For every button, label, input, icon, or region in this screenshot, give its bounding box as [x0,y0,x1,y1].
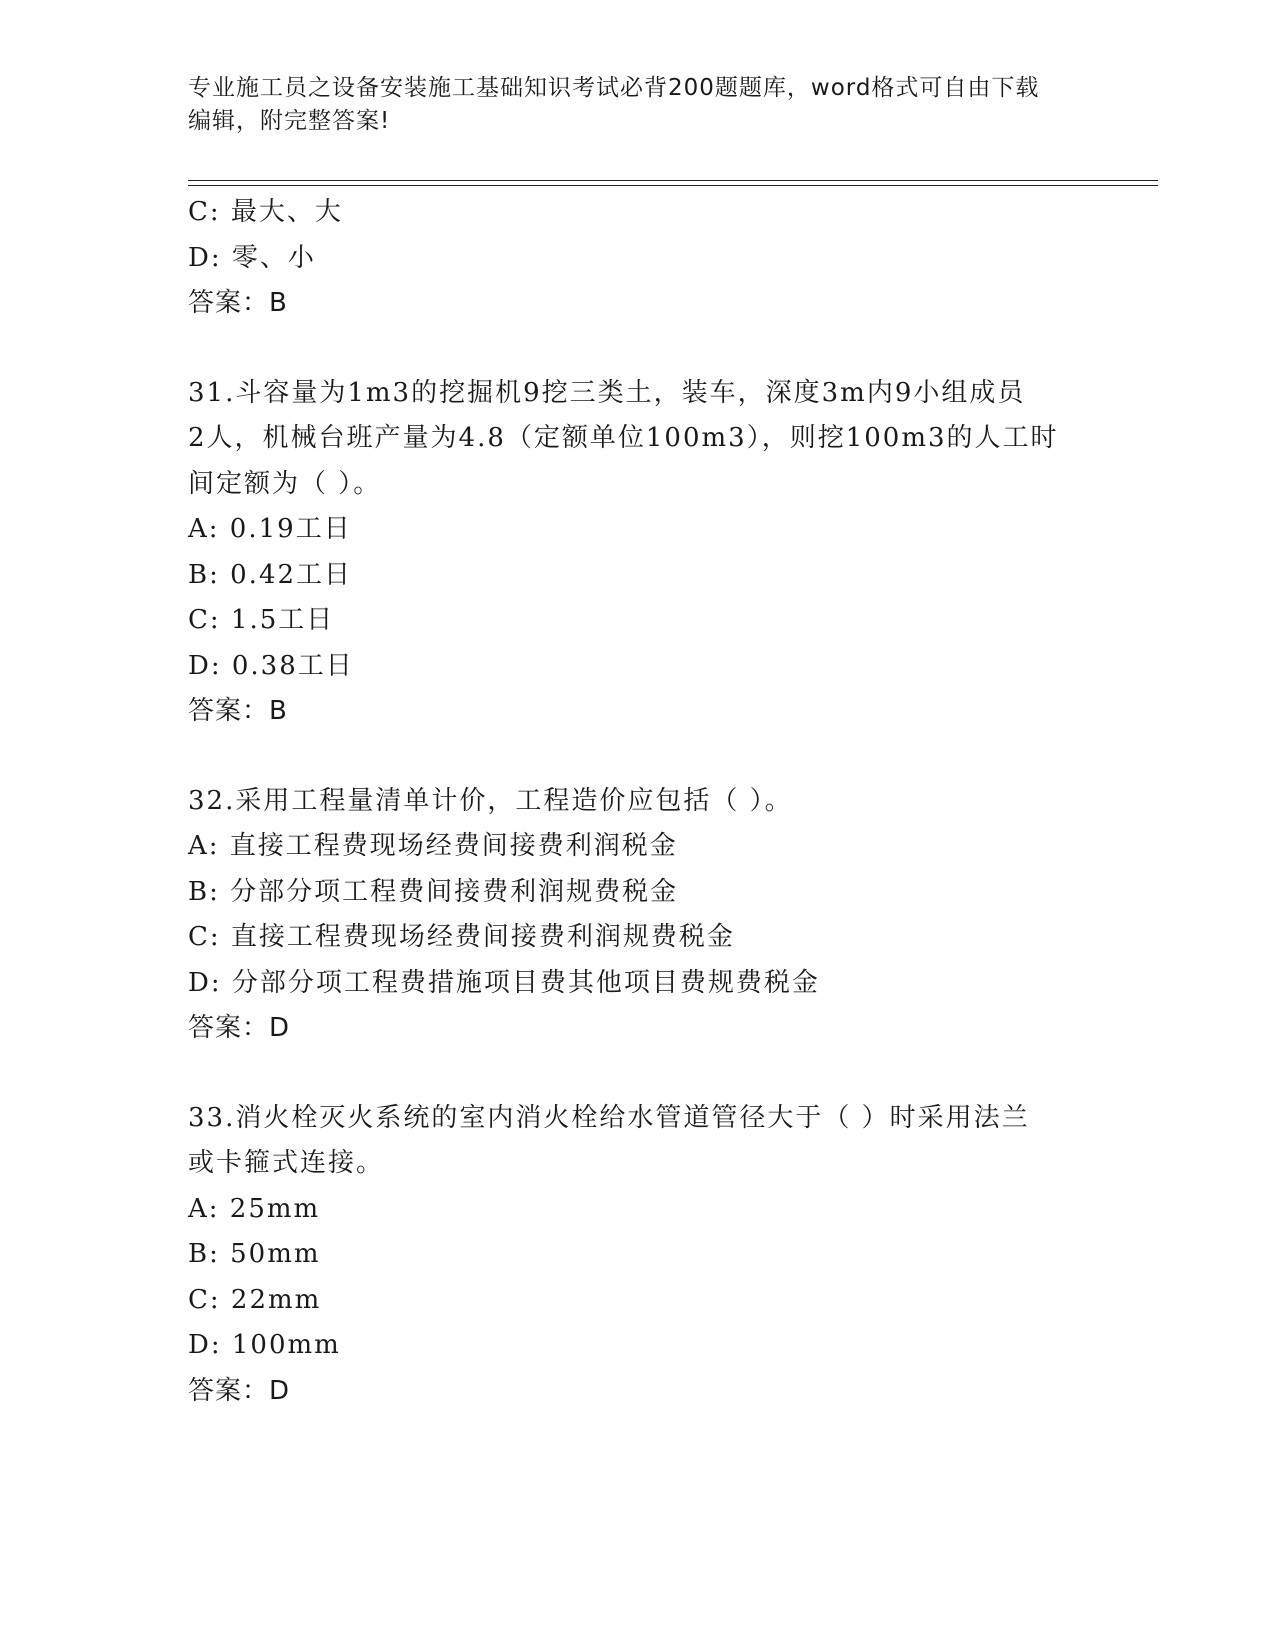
option-a: A: 25mm [188,1193,321,1224]
option-d: D: 分部分项工程费措施项目费其他项目费规费税金 [188,967,820,998]
option-c: C: 1.5工日 [188,605,335,635]
header-divider-bottom [188,185,1158,186]
question-block-32 [188,779,1088,1052]
spacer [188,1052,1088,1096]
option-d: D: 0.38工日 [188,650,354,681]
header-line-2: 编辑，附完整答案! [188,108,391,134]
answer-line: 答案：B [188,696,288,726]
option-c: C: 直接工程费现场经费间接费利润规费税金 [188,922,735,952]
option-c: C: 最大、大 [188,197,343,227]
answer-line: 答案：B [188,288,288,318]
question-list [188,190,1088,1414]
question-stem-line: 31.斗容量为1m3的挖掘机9挖三类土，装车，深度3m内9小组成员 [188,377,1026,408]
question-stem-line: 2人，机械台班产量为4.8（定额单位100m3），则挖100m3的人工时 [188,423,1059,453]
option-a: A: 0.19工日 [188,514,352,544]
option-b: B: 0.42工日 [188,559,353,590]
header-divider-top [188,180,1158,181]
option-c: C: 22mm [188,1284,322,1315]
question-stem-line: 33.消火栓灭火系统的室内消火栓给水管道管径大于（ ）时采用法兰 [188,1102,1030,1133]
question-block-31 [188,371,1088,735]
option-a: A: 直接工程费现场经费间接费利润税金 [188,831,678,861]
option-b: B: 分部分项工程费间接费利润规费税金 [188,876,679,907]
question-stem-line: 或卡箍式连接。 [188,1148,385,1178]
question-block-33 [188,1096,1088,1415]
option-d: D: 零、小 [188,242,316,273]
answer-line: 答案：D [188,1375,291,1406]
answer-line: 答案：D [188,1013,291,1043]
spacer [188,735,1088,779]
header-line-1: 专业施工员之设备安装施工基础知识考试必背200题题库，word格式可自由下载 [188,75,1040,101]
question-stem-line: 间定额为（ ）。 [188,468,382,499]
question-block-prev [188,190,1088,327]
document-header [188,72,1088,138]
spacer [188,327,1088,371]
question-stem-line: 32.采用工程量清单计价，工程造价应包括（ ）。 [188,785,793,816]
option-b: B: 50mm [188,1239,321,1269]
option-d: D: 100mm [188,1330,341,1360]
